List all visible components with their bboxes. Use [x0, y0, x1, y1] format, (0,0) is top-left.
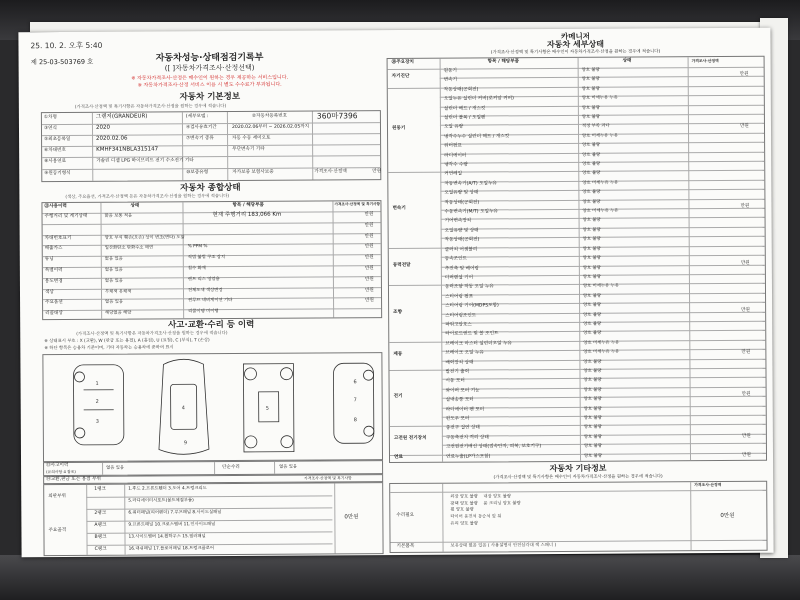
detail-item-label: 실린더 헤드 / 개스킷	[443, 106, 486, 112]
detail-item-state: 양호 불량	[583, 387, 602, 393]
car-side-left-wheel-rear	[75, 428, 85, 438]
detail-item-label: 디퍼렌셜 기어	[444, 275, 474, 281]
parts-row-divider	[86, 531, 332, 534]
detail-item-state: 양호 불량	[581, 86, 600, 92]
detail-row-divider	[440, 104, 764, 107]
overall-row-detail: 적법 불법 구조 장치	[187, 255, 226, 261]
overall-row-divider	[43, 265, 381, 268]
overall-row-state: 해당없음 해당	[105, 310, 132, 316]
detail-row-divider	[440, 114, 764, 117]
detail-item-label: 실린더 블록 / 오일팬	[443, 115, 486, 121]
detail-head-amount: 가격조사·산정액	[691, 58, 719, 64]
overall-row-detail: 썬루프 네비게이션 기타	[188, 298, 233, 304]
overall-row-state: 많음 보통 적음	[104, 213, 133, 219]
diagram-label-7: 7	[353, 397, 357, 404]
basic-label-reg-no: ②자동차등록번호	[251, 113, 288, 119]
overall-status-subtitle: (색상, 주요옵션, 가격조사·산정액 등은 자동차가격조사·산정을 원하는 경우에 적습니다)	[65, 194, 230, 201]
detail-item-label: 연료누출(LP가스포함)	[445, 454, 491, 460]
detail-group-amount: 만원	[741, 307, 751, 313]
etc-repair-exterior: 외장 양호 불량	[450, 494, 478, 500]
detail-row-divider	[441, 227, 765, 230]
detail-status-table	[387, 56, 767, 463]
basic-value-transmission: 자동 수동 세미오토	[232, 135, 271, 141]
detail-group-amount: 만원	[741, 391, 751, 398]
etc-label-basic-items: 기본품목	[396, 543, 415, 550]
detail-group-amount: 만원	[741, 349, 751, 355]
detail-item-state: 양호 불량	[583, 443, 602, 450]
detail-item-state: 양호 미세누유 누유	[582, 208, 619, 214]
parts-rank: C랭크	[94, 546, 107, 552]
parts-group-exterior: 외판부위	[48, 494, 67, 500]
etc-info-table	[389, 481, 767, 553]
notice-line-2: ※ 자동차가격조사·산정 서비스 이용 시 별도 수수료가 부과됩니다.	[137, 81, 282, 89]
overall-head-item: 항목 / 해당부품	[232, 202, 264, 208]
detail-status-title: 자동차 세부상태	[547, 39, 604, 50]
notice-line-1: ※ 자동차가격조사·산정은 매수인이 원하는 경우 제공하는 서비스입니다.	[131, 74, 289, 82]
overall-row-divider	[43, 211, 381, 214]
detail-item-label: 오일 유량	[443, 125, 464, 131]
detail-item-label: 윈도우 모터	[445, 416, 470, 422]
basic-label-warranty: ⑩보증유형	[186, 170, 209, 176]
detail-item-label: 스티어링조인트	[445, 313, 477, 319]
detail-item-label: 스티어링 기어(MDPS포함)	[445, 303, 499, 309]
detail-group-name: 변속기	[392, 206, 406, 212]
detail-item-state: 양호 불량	[583, 368, 602, 374]
exchange-header-amount: 가격조사·산정액 및 특기사항	[304, 475, 352, 481]
overall-row-label: 색상	[44, 289, 54, 295]
detail-item-label: 워터펌프	[444, 143, 462, 149]
detail-item-label: 브레이크 오일 누유	[445, 350, 484, 356]
overall-row-amount: 만원	[364, 266, 374, 272]
detail-item-label: 브레이크 마스터 실린더오일 누유	[445, 341, 512, 347]
document-number: 제 25-03-503769 호	[30, 57, 94, 67]
detail-item-state: 양호 불량	[582, 142, 601, 149]
overall-row-detail: 리콜이행 미이행	[188, 309, 219, 315]
detail-item-label: 배력장치 상태	[445, 360, 474, 366]
overall-row-label: 배출가스	[44, 246, 63, 252]
detail-row-divider	[441, 274, 765, 277]
overall-row-divider	[43, 233, 381, 236]
background-bottom	[0, 555, 800, 600]
detail-item-label: 커먼레일	[444, 172, 463, 178]
overall-row-amount: 만원	[364, 287, 374, 293]
overall-row-label: 튜닝	[44, 257, 54, 263]
diagram-label-6: 6	[353, 379, 357, 386]
basic-value-reg-no: 360마7396	[316, 111, 358, 121]
parts-items: 13.사이드멤버 14.휠하우스 15.필러패널	[128, 534, 206, 540]
etc-label-repair: 수리필요	[396, 512, 415, 519]
basic-value-fuel: 가솔린 디젤 LPG 하이브리드 전기 수소전기 기타	[96, 158, 194, 164]
basic-value-car-name: 그랜저(GRANDEUR)	[95, 113, 148, 120]
detail-item-state: 양호 불량	[583, 434, 602, 440]
accident-history-title: 사고·교환·수리 등 이력	[168, 319, 255, 331]
basic-value-vin: KMHF341NBLA315147	[96, 146, 159, 153]
parts-rank: B랭크	[94, 534, 107, 540]
detail-row-divider	[442, 377, 766, 380]
detail-item-label: 오일유량 및 상태	[444, 190, 479, 196]
detail-row-divider	[441, 358, 765, 361]
detail-head-state: 상태	[622, 58, 632, 64]
overall-row-divider	[43, 222, 381, 225]
detail-item-state: 양호 미세누유 누유	[583, 349, 620, 355]
detail-item-state: 양호 불량	[581, 114, 600, 120]
detail-row-divider	[442, 405, 766, 408]
detail-item-state: 양호 불량	[583, 415, 602, 421]
detail-row-divider	[441, 255, 765, 258]
overall-row-state: 일산화탄소 탄화수소 매연	[104, 245, 154, 252]
detail-item-label: 동력조향 작동 오일 누유	[444, 284, 494, 290]
detail-item-state: 양호 불량	[582, 218, 601, 224]
overall-row-label: 차대번호표기	[44, 235, 72, 241]
detail-group-name: 고전원 전기장치	[393, 436, 427, 442]
detail-item-label: 변속기	[443, 78, 458, 84]
detail-row-divider	[440, 198, 764, 201]
detail-group-amount: 만원	[740, 203, 750, 209]
detail-row-divider	[441, 292, 765, 295]
accident-label: ⑬사고이력	[46, 463, 69, 469]
basic-label-fuel: ⑧사용연료	[44, 159, 67, 165]
overall-row-state: 없음 있음	[104, 278, 123, 284]
detail-item-state: 양호 불량	[583, 396, 602, 403]
overall-head-state: 상태	[130, 203, 140, 209]
detail-item-state: 양호 미세누유 누유	[582, 283, 619, 290]
detail-group-name: 원동기	[391, 126, 406, 132]
etc-repair-items	[450, 493, 685, 528]
car-frame-wheel-1	[244, 368, 256, 380]
basic-info-title: 자동차 기본정보	[179, 91, 241, 103]
overall-row-label: 특별이력	[44, 268, 63, 274]
overall-row-amount: 만원	[364, 244, 374, 250]
parts-items: 9.프론트패널 10.크로스멤버 11.인사이드패널	[128, 522, 216, 528]
parts-table	[43, 482, 383, 556]
timestamp: 25. 10. 2. 오후 5:40	[30, 40, 103, 51]
right-page	[384, 28, 769, 555]
overall-row-label: 주행거리 및 계기상태	[44, 213, 88, 220]
overall-row-detail: 렌트 리스 영업용	[187, 276, 220, 283]
parts-items: 1.후드 2.프론트휀더 3.도어 4.트렁크리드	[128, 486, 207, 492]
parts-rank: 1랭크	[94, 486, 107, 492]
diagram-label-1: 1	[95, 380, 99, 387]
detail-item-label: 시동 모터	[445, 378, 465, 385]
detail-head-item: 항목 / 해당부품	[487, 59, 520, 65]
detail-row-divider	[442, 415, 766, 418]
parts-items: 5.라디에이터서포트(볼트체결부품)	[128, 498, 194, 504]
detail-item-label: 타이로드엔드 및 볼 조인트	[445, 331, 499, 338]
detail-item-state: 양호 불량	[583, 359, 602, 365]
detail-item-state: 양호 불량	[582, 227, 601, 233]
accident-history-subtitle: (가격조사·산정액 및 특기사항은 자동차가격조사·산정을 원하는 경우에 적습니다)	[76, 331, 228, 337]
overall-status-table	[41, 200, 382, 320]
accident-options: 없음 있음	[106, 465, 125, 471]
detail-row-divider	[441, 311, 765, 314]
car-side-left-wheel-front	[74, 372, 84, 382]
simple-repair-label: 단순수리	[222, 464, 240, 471]
overall-row-label: 주요옵션	[45, 300, 63, 306]
parts-group-frame: 주요골격	[48, 528, 67, 534]
overall-row-detail: 침수 화재	[187, 266, 206, 272]
basic-label-inspection-validity: ④검사유효기간	[185, 125, 217, 131]
overall-row-amount: 만원	[364, 255, 374, 261]
detail-item-state: 양호 불량	[582, 171, 601, 177]
car-frame-wheel-2	[280, 368, 292, 380]
diagram-label-5: 5	[265, 405, 269, 412]
parts-rank: A랭크	[94, 522, 107, 528]
right-page-header: 카메니저	[560, 31, 590, 41]
basic-label-vin: ⑥차대번호	[44, 148, 67, 154]
detail-group-amount: 만원	[739, 72, 749, 78]
basic-label-engine: ⑨원동기형식	[44, 170, 71, 177]
detail-item-state: 양호 불량	[583, 453, 602, 459]
basic-info-table	[41, 110, 381, 182]
detail-group-amount: 만원	[741, 434, 751, 440]
detail-group-amount: 만원	[740, 260, 750, 266]
detail-item-label: 실내송풍 모터	[445, 397, 474, 403]
detail-group-name: 자기진단	[391, 74, 410, 80]
basic-label-transmission: ⑦변속기 종류	[186, 136, 214, 142]
diagram-label-2: 2	[95, 398, 99, 405]
overall-row-amount: 만원	[364, 212, 374, 218]
detail-status-subtitle: (가격조사·산정액 및 특기사항은 매수인이 자동차가격조사·산정을 원하는 경우에 적습니다)	[490, 49, 661, 56]
basic-value-first-reg: 2020.02.06	[96, 135, 128, 142]
left-page	[24, 30, 382, 557]
parts-row-divider	[86, 495, 332, 498]
detail-item-state: 양호 불량	[582, 255, 601, 261]
detail-row-divider	[441, 236, 765, 239]
basic-value-warranty: 자가보증 보험사보증	[232, 169, 274, 175]
detail-group-name: 조향	[393, 309, 403, 315]
detail-item-label: 고전원전기배선 상태(접속단자, 피복, 보호기구)	[445, 444, 542, 450]
accident-legend-2: ※ 하단 항목은 승용차 기준이며, 기타 자동차는 승용차에 준하여 표시	[44, 345, 174, 352]
etc-repair-polish: 광택 양호 불량	[450, 501, 478, 507]
car-frame-wheel-3	[245, 436, 257, 448]
detail-item-label: 와이퍼 모터 기능	[445, 388, 480, 394]
overall-row-label: 리콜대상	[45, 311, 63, 317]
detail-item-state: 양호 불량	[582, 199, 601, 205]
detail-item-state: 양호 불량	[582, 246, 601, 252]
detail-item-state: 양호 불량	[582, 152, 601, 158]
detail-item-state: 양호 불량	[582, 189, 601, 196]
overall-row-state: 없음 있음	[105, 300, 124, 306]
detail-row-divider	[442, 386, 766, 389]
detail-item-label: 수동변속기(M/T) 오일누유	[444, 209, 498, 215]
parts-items: 6.쿼터패널(리어펜더) 7.루프패널 8.사이드실패널	[128, 510, 222, 516]
diagram-label-9: 9	[183, 440, 188, 447]
overall-row-state: 없음 있음	[104, 256, 123, 262]
detail-item-label: 라디에이터 팬 모터	[445, 407, 485, 413]
detail-item-label: 원동기	[443, 68, 457, 74]
detail-item-label: 작동상태(공회전)	[444, 237, 480, 243]
detail-head-device: ⑯주요장치	[391, 59, 414, 66]
detail-item-state: 양호 불량	[583, 406, 602, 412]
basic-value-inspection-validity: 2020.02.06부터 ~ 2026.02.05까지	[231, 124, 310, 130]
detail-item-state: 양호 불량	[582, 265, 601, 271]
etc-repair-wheel: 휠 양호 불량	[450, 507, 474, 513]
overall-row-detail: 현재 주행거리 183,066 Km	[212, 211, 282, 219]
detail-item-label: 자동변속기(A/T) 오일누유	[444, 181, 497, 187]
detail-group-name: 제동	[393, 351, 403, 357]
overall-row-amount: 만원	[364, 276, 374, 282]
overall-status-title: 자동차 종합상태	[180, 182, 241, 194]
detail-row-divider	[440, 151, 764, 154]
overall-row-state: 없음 있음	[104, 267, 123, 273]
overall-row-state: 양호 부식 훼손(오손) 상이 변조(변타) 도말	[104, 234, 185, 241]
simple-repair-options: 없음 있음	[279, 464, 298, 470]
accident-legend: ※ 상태표시 부호 : X (교환), W (판금 또는 용접), A (흠집), U (요철), C (부식), T (손상)	[44, 338, 210, 345]
detail-item-label: 스티어링 펌프	[445, 294, 474, 300]
detail-item-state: 양호 불량	[581, 67, 600, 73]
basic-value-price: 만원	[372, 169, 382, 175]
detail-item-state: 양호 불량	[583, 331, 602, 337]
detail-item-state: 양호 불량	[583, 312, 602, 318]
detail-group-name: 전기	[393, 394, 403, 400]
detail-item-state: 양호 미세누유 누유	[581, 95, 618, 102]
car-side-right-wheel-front	[363, 370, 373, 380]
detail-item-label: 냉각수누수 실린더 헤드 / 개스킷	[444, 134, 510, 140]
detail-group-name: 연료	[393, 455, 403, 461]
car-side-right-wheel-rear	[364, 426, 374, 436]
overall-row-amount: 만원	[364, 233, 374, 239]
detail-item-label: 기어변속장치	[444, 219, 472, 225]
detail-item-state: 양호 미세누유 누유	[582, 180, 619, 186]
detail-item-state: 적정 부족 과다	[581, 124, 610, 130]
detail-item-label: 작동상태(공회전)	[444, 200, 480, 206]
etc-repair-glass: 유리 양호 불량	[450, 521, 479, 527]
overall-row-label: 용도변경	[44, 278, 63, 284]
detail-row-divider	[441, 321, 765, 324]
detail-item-state: 양호 불량	[583, 293, 602, 299]
detail-item-label: 작동상태(공회전)	[443, 87, 479, 93]
overall-head-usage: ⑪사용이력	[44, 204, 67, 210]
etc-head-amount: 가격조사·산정액	[694, 482, 722, 488]
detail-item-state: 양호 미세누유 누유	[582, 133, 619, 139]
detail-item-state: 양호 불량	[582, 274, 601, 280]
parts-items: 16.대쉬패널 17.플로어패널 18.트렁크플로어	[128, 546, 215, 552]
etc-repair-room-cleaning: 룸 크리닝 양호 불량	[483, 500, 521, 507]
basic-label-first-reg: ⑤최초등록일	[44, 136, 71, 143]
overall-row-state: 무채색 유채색	[104, 289, 132, 295]
diagram-label-8: 8	[353, 417, 357, 424]
etc-repair-interior: 내장 양호 불량	[483, 494, 512, 500]
car-diagram-svg	[43, 353, 384, 463]
overall-row-detail: 전체도색 색상변경	[187, 287, 223, 293]
detail-item-state: 양호 불량	[583, 425, 602, 431]
detail-group-amount: 만원	[739, 123, 749, 130]
detail-item-label: 충전구 절연 상태	[445, 425, 480, 432]
detail-item-state: 양호 불량	[581, 77, 600, 83]
overall-row-amount: 만원	[365, 298, 374, 304]
detail-row-divider	[442, 396, 766, 399]
basic-label-detail-model: (세부모델 :	[185, 114, 209, 120]
detail-item-label: 냉각수 수량	[444, 162, 468, 168]
detail-item-label: 구동축전지 격리 상태	[445, 435, 489, 441]
inspection-document	[18, 28, 773, 558]
diagram-label-4: 4	[181, 405, 185, 412]
etc-amount: 0만원	[720, 512, 735, 520]
detail-group-name: 동력전달	[392, 262, 411, 268]
car-frame-wheel-4	[281, 436, 293, 448]
basic-label-price: 가격조사·산정액	[314, 169, 347, 175]
etc-repair-tire: 타이어 운전석 동승석 앞 뒤	[450, 514, 502, 520]
basic-label-car-name: ①차명	[43, 115, 57, 121]
document-subtitle: ([ ]자동차가격조사·산정선택)	[164, 63, 255, 73]
etc-info-title: 자동차 기타정보	[549, 463, 607, 474]
overall-head-amount: 가격조사·산정액 및 특기사항	[334, 202, 381, 207]
detail-item-state: 양호 미세누유 누유	[583, 340, 620, 346]
car-diagram-area	[42, 352, 383, 462]
detail-item-label: 라디에이터	[444, 153, 467, 159]
accident-label-sub: (유의사항 4 참조)	[46, 468, 76, 475]
detail-row-divider	[440, 142, 764, 145]
detail-row-divider	[442, 434, 766, 437]
detail-row-divider	[440, 189, 764, 192]
detail-item-state: 양호 불량	[581, 105, 600, 111]
detail-item-label: 추진축 및 베어링	[444, 265, 479, 272]
overall-row-amount: 만원	[364, 222, 374, 228]
basic-label-year: ③연식	[43, 126, 58, 132]
parts-rank: 2랭크	[94, 510, 107, 516]
exchange-header-label: ⑭교환,판금 또는 용접 부위	[46, 476, 101, 483]
detail-item-state: 양호 불량	[583, 321, 602, 327]
detail-item-label: 등속조인트	[444, 256, 468, 262]
basic-value-transmission-2: 무단변속기 기타	[232, 146, 265, 152]
detail-item-label: 오일유량 및 상태	[444, 228, 479, 234]
detail-row-divider	[440, 161, 764, 164]
etc-basic-items: 보유상태 없음 있음 ( 사용설명서 안전삼각대 잭 스패너 )	[450, 543, 557, 549]
detail-item-state: 양호 불량	[583, 302, 602, 308]
detail-row-divider	[440, 76, 764, 79]
basic-value-year: 2020	[95, 124, 111, 131]
detail-item-label: 발전기 출력	[445, 369, 470, 375]
detail-item-state: 양호 불량	[582, 161, 601, 167]
detail-item-state: 양호 불량	[583, 378, 602, 384]
diagram-label-3: 3	[95, 418, 99, 425]
overall-row-detail: % PPM %	[187, 244, 208, 250]
document-title: 자동차성능·상태점검기록부	[155, 52, 264, 64]
detail-item-label: 클러치 어셈블리	[444, 247, 478, 253]
detail-item-label: 오일누유 실린더 커버(로커암 커버)	[443, 96, 514, 102]
overall-row-divider	[43, 243, 381, 246]
red-notice	[85, 74, 335, 89]
basic-info-subtitle: (가격조사·산정액 및 특기사항은 자동차가격조사·산정을 원하는 경우에 적습니다)	[74, 104, 227, 110]
detail-row-divider	[441, 264, 765, 267]
detail-item-state: 양호 불량	[582, 237, 601, 243]
detail-row-divider	[441, 217, 765, 220]
detail-group-amount: 만원	[741, 453, 751, 459]
parts-amount: 0만원	[344, 514, 359, 521]
etc-info-subtitle: (가격조사·산정액 및 특기사항은 매수인이 자동차가격조사·산정을 원하는 경우에 적습니다)	[493, 474, 663, 481]
detail-item-label: 파워고압호스	[445, 322, 472, 328]
